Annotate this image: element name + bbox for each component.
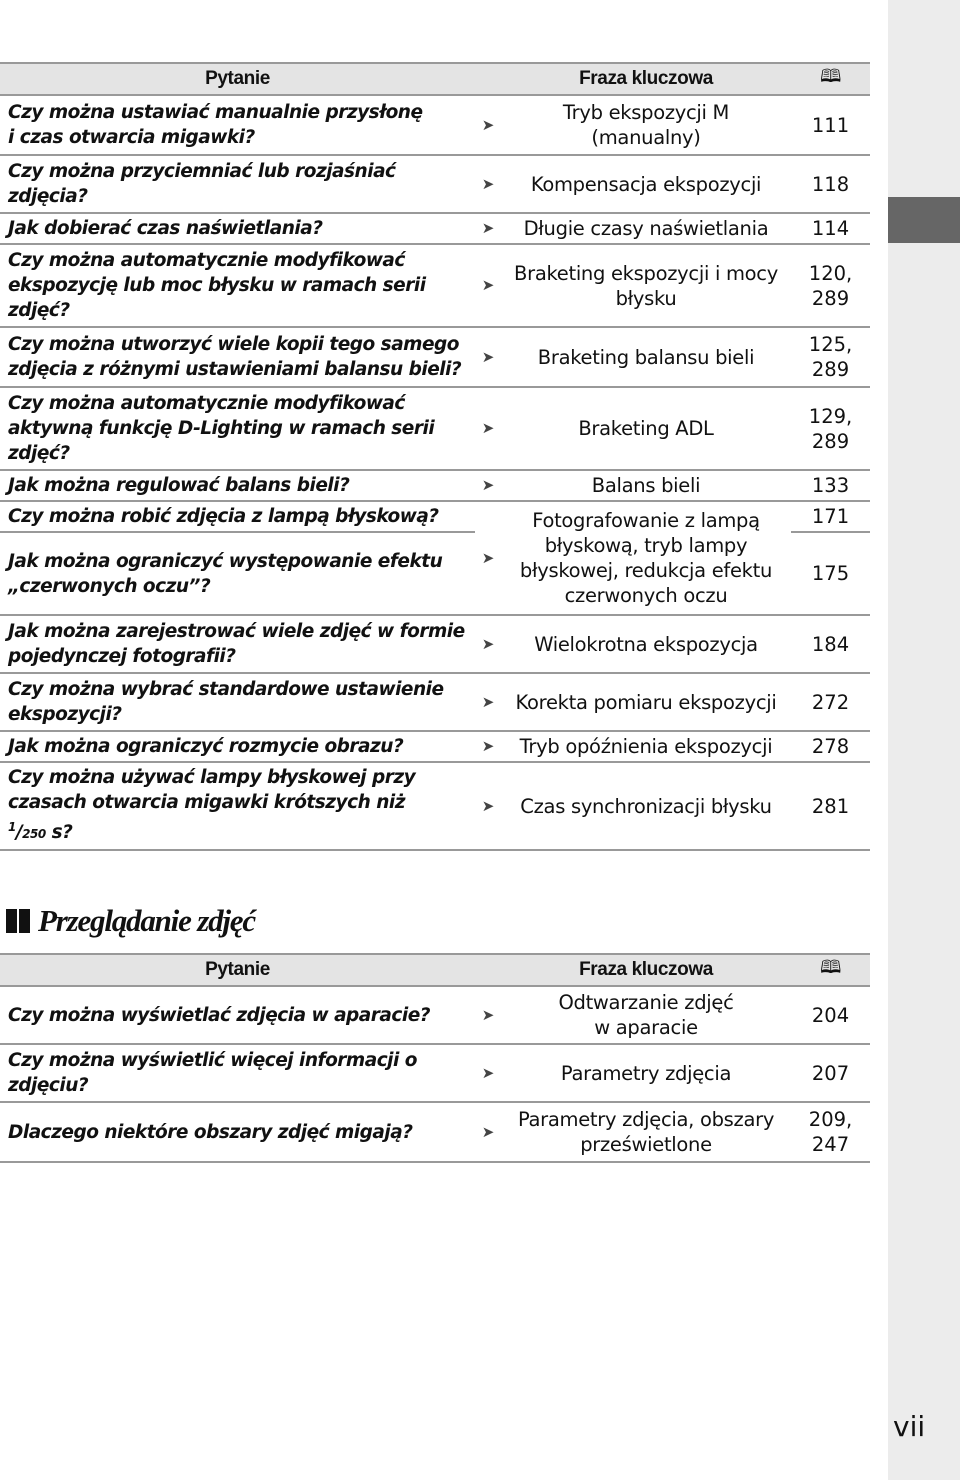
page-ref[interactable]: 125, 289 bbox=[791, 327, 870, 387]
page-ref[interactable]: 114 bbox=[791, 213, 870, 244]
keyword-link[interactable]: Braketing ADL bbox=[501, 387, 791, 470]
table-row bbox=[0, 1102, 870, 1162]
arrow-right-icon: ➤ bbox=[475, 731, 501, 762]
page-ref[interactable]: 272 bbox=[791, 673, 870, 731]
page-ref[interactable]: 204 bbox=[791, 986, 870, 1044]
keyword-link[interactable]: Braketing ekspozycji i mocy błysku bbox=[501, 244, 791, 327]
table-row bbox=[0, 1044, 870, 1102]
arrow-right-icon: ➤ bbox=[475, 986, 501, 1044]
arrow-right-icon: ➤ bbox=[475, 470, 501, 501]
questions-table-playback bbox=[0, 953, 870, 1163]
arrow-right-icon: ➤ bbox=[475, 501, 501, 615]
question-cell: Czy można używać lampy błyskowej przy czasach otwarcia migawki krótszych niż $^1$/250 s? bbox=[0, 762, 475, 850]
keyword-link[interactable]: Czas synchronizacji błysku bbox=[501, 762, 791, 850]
arrow-right-icon: ➤ bbox=[475, 387, 501, 470]
section-marker-icon bbox=[6, 909, 30, 933]
arrow-right-icon: ➤ bbox=[475, 1102, 501, 1162]
question-cell: Czy można automatycznie modyfikować ekspozycję lub moc błysku w ramach serii zdjęć? bbox=[0, 244, 475, 327]
arrow-right-icon: ➤ bbox=[475, 95, 501, 155]
arrow-right-icon: ➤ bbox=[475, 327, 501, 387]
table-row bbox=[0, 501, 870, 532]
arrow-right-icon: ➤ bbox=[475, 615, 501, 673]
page-ref[interactable]: 209, 247 bbox=[791, 1102, 870, 1162]
page-number: vii bbox=[893, 1410, 926, 1443]
page-ref[interactable]: 171 bbox=[791, 501, 870, 532]
header-page bbox=[791, 954, 870, 986]
table-row bbox=[0, 244, 870, 327]
question-cell: Czy można wyświetlać zdjęcia w aparacie? bbox=[0, 986, 475, 1044]
page-ref[interactable]: 111 bbox=[791, 95, 870, 155]
question-cell: Czy można wybrać standardowe ustawienie ekspozycji? bbox=[0, 673, 475, 731]
table-row bbox=[0, 615, 870, 673]
arrow-right-icon: ➤ bbox=[475, 673, 501, 731]
question-cell: Jak dobierać czas naświetlania? bbox=[0, 213, 475, 244]
arrow-right-icon: ➤ bbox=[475, 244, 501, 327]
keyword-link[interactable]: Fotografowanie z lampą błyskową, tryb lampy błyskowej, redukcja efektu czerwonych oczu bbox=[501, 501, 791, 615]
table-header-row bbox=[0, 63, 870, 95]
question-cell: Czy można robić zdjęcia z lampą błyskową? bbox=[0, 501, 475, 532]
header-keyword: Fraza kluczowa bbox=[501, 63, 791, 95]
page-ref[interactable]: 175 bbox=[791, 532, 870, 615]
book-icon: 🕮 bbox=[820, 957, 841, 977]
question-cell: Czy można ustawiać manualnie przysłonę i czas otwarcia migawki? bbox=[0, 95, 475, 155]
keyword-link[interactable]: Tryb opóźnienia ekspozycji bbox=[501, 731, 791, 762]
book-icon: 🕮 bbox=[820, 66, 841, 86]
thumb-index-tab bbox=[888, 197, 960, 243]
page-ref[interactable]: 278 bbox=[791, 731, 870, 762]
keyword-link[interactable]: Balans bieli bbox=[501, 470, 791, 501]
question-cell: Czy można wyświetlić więcej informacji o zdjęciu? bbox=[0, 1044, 475, 1102]
table-row bbox=[0, 762, 870, 850]
section-heading bbox=[6, 903, 255, 939]
keyword-link[interactable]: Odtwarzanie zdjęć w aparacie bbox=[501, 986, 791, 1044]
keyword-link[interactable]: Parametry zdjęcia, obszary prześwietlone bbox=[501, 1102, 791, 1162]
table-row bbox=[0, 986, 870, 1044]
keyword-link[interactable]: Korekta pomiaru ekspozycji bbox=[501, 673, 791, 731]
table-row bbox=[0, 731, 870, 762]
keyword-link[interactable]: Braketing balansu bieli bbox=[501, 327, 791, 387]
table-row bbox=[0, 213, 870, 244]
keyword-link[interactable]: Tryb ekspozycji M (manualny) bbox=[501, 95, 791, 155]
arrow-right-icon: ➤ bbox=[475, 762, 501, 850]
page-ref[interactable]: 118 bbox=[791, 155, 870, 213]
question-cell: Czy można automatycznie modyfikować aktywną funkcję D-Lighting w ramach serii zdjęć? bbox=[0, 387, 475, 470]
arrow-right-icon: ➤ bbox=[475, 1044, 501, 1102]
table-row bbox=[0, 327, 870, 387]
page-ref[interactable]: 281 bbox=[791, 762, 870, 850]
questions-table-shooting bbox=[0, 62, 870, 851]
question-cell: Czy można utworzyć wiele kopii tego samego zdjęcia z różnymi ustawieniami balansu bieli? bbox=[0, 327, 475, 387]
keyword-link[interactable]: Wielokrotna ekspozycja bbox=[501, 615, 791, 673]
table-row bbox=[0, 673, 870, 731]
header-page bbox=[791, 63, 870, 95]
header-question: Pytanie bbox=[0, 63, 475, 95]
arrow-right-icon: ➤ bbox=[475, 213, 501, 244]
arrow-right-icon: ➤ bbox=[475, 155, 501, 213]
page-ref[interactable]: 184 bbox=[791, 615, 870, 673]
table-header-row bbox=[0, 954, 870, 986]
table-row bbox=[0, 95, 870, 155]
table-row bbox=[0, 155, 870, 213]
keyword-link[interactable]: Parametry zdjęcia bbox=[501, 1044, 791, 1102]
table-row bbox=[0, 387, 870, 470]
question-cell: Dlaczego niektóre obszary zdjęć migają? bbox=[0, 1102, 475, 1162]
question-cell: Jak można regulować balans bieli? bbox=[0, 470, 475, 501]
question-cell: Jak można ograniczyć rozmycie obrazu? bbox=[0, 731, 475, 762]
page-ref[interactable]: 207 bbox=[791, 1044, 870, 1102]
section-title: Przeglądanie zdjęć bbox=[38, 903, 255, 938]
page-ref[interactable]: 133 bbox=[791, 470, 870, 501]
fraction: $^1$/250 bbox=[8, 820, 46, 844]
header-question: Pytanie bbox=[0, 954, 475, 986]
page-ref[interactable]: 129, 289 bbox=[791, 387, 870, 470]
question-cell: Czy można przyciemniać lub rozjaśniać zdjęcia? bbox=[0, 155, 475, 213]
header-keyword: Fraza kluczowa bbox=[501, 954, 791, 986]
table-row bbox=[0, 470, 870, 501]
keyword-link[interactable]: Kompensacja ekspozycji bbox=[501, 155, 791, 213]
page-ref[interactable]: 120, 289 bbox=[791, 244, 870, 327]
question-cell: Jak można zarejestrować wiele zdjęć w formie pojedynczej fotografii? bbox=[0, 615, 475, 673]
question-cell: Jak można ograniczyć występowanie efektu „czerwonych oczu”? bbox=[0, 532, 475, 615]
keyword-link[interactable]: Długie czasy naświetlania bbox=[501, 213, 791, 244]
